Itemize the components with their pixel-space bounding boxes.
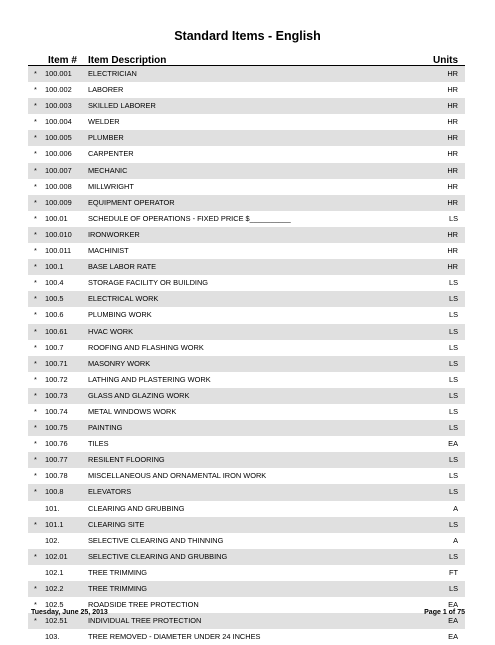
item-description: SCHEDULE OF OPERATIONS - FIXED PRICE $__________ bbox=[88, 213, 291, 223]
row-marker: * bbox=[34, 471, 37, 481]
table-row bbox=[28, 307, 465, 323]
item-description: METAL WINDOWS WORK bbox=[88, 406, 177, 416]
item-units: LS bbox=[448, 487, 458, 497]
table-row bbox=[28, 581, 465, 597]
item-number: 103. bbox=[45, 632, 60, 642]
table-row bbox=[28, 259, 465, 275]
table-row bbox=[28, 420, 465, 436]
item-units: HR bbox=[447, 117, 458, 127]
item-units: EA bbox=[448, 439, 458, 449]
item-description: RESILENT FLOORING bbox=[88, 455, 165, 465]
table-row bbox=[28, 243, 465, 259]
item-description: SKILLED LABORER bbox=[88, 101, 156, 111]
item-description: TREE REMOVED - DIAMETER UNDER 24 INCHES bbox=[88, 632, 261, 642]
item-description: TREE TRIMMING bbox=[88, 584, 147, 593]
row-marker: * bbox=[34, 197, 37, 207]
item-units: HR bbox=[447, 197, 458, 207]
item-units: EA bbox=[448, 616, 458, 626]
row-marker: * bbox=[34, 133, 37, 143]
item-units: FT bbox=[448, 567, 458, 577]
row-marker: * bbox=[34, 229, 37, 239]
item-description: ELECTRICAL WORK bbox=[88, 294, 159, 304]
item-number: 100.003 bbox=[45, 101, 72, 111]
item-number: 100.008 bbox=[45, 181, 72, 191]
table-row bbox=[28, 227, 465, 243]
footer-page-number: Page 1 of 75 bbox=[424, 609, 465, 616]
row-marker: * bbox=[34, 69, 37, 78]
item-number: 100.77 bbox=[45, 455, 68, 465]
item-number: 100.009 bbox=[45, 197, 72, 207]
table-row bbox=[28, 291, 465, 307]
item-units: LS bbox=[448, 310, 458, 320]
item-units: LS bbox=[448, 390, 458, 400]
item-units: LS bbox=[448, 326, 458, 336]
table-row bbox=[28, 82, 465, 98]
column-header-units: Units bbox=[433, 55, 458, 66]
item-description: CARPENTER bbox=[88, 149, 134, 159]
item-description: MILLWRIGHT bbox=[88, 181, 134, 191]
item-units: HR bbox=[447, 246, 458, 256]
table-row bbox=[28, 195, 465, 211]
item-number: 100.006 bbox=[45, 149, 72, 159]
item-number: 100.7 bbox=[45, 342, 64, 352]
item-units: LS bbox=[448, 455, 458, 465]
item-description: BASE LABOR RATE bbox=[88, 262, 157, 272]
item-description: MACHINIST bbox=[88, 246, 129, 256]
item-units: HR bbox=[447, 229, 458, 239]
item-units: LS bbox=[448, 406, 458, 416]
item-number: 100.001 bbox=[45, 69, 72, 78]
item-description: TREE TRIMMING bbox=[88, 567, 147, 577]
item-number: 101.1 bbox=[45, 519, 64, 529]
item-description: ELECTRICIAN bbox=[88, 69, 137, 78]
item-description: CLEARING AND GRUBBING bbox=[88, 503, 185, 513]
item-units: LS bbox=[448, 342, 458, 352]
item-units: A bbox=[453, 535, 458, 545]
table-row bbox=[28, 388, 465, 404]
item-number: 100.01 bbox=[45, 213, 68, 223]
item-units: LS bbox=[448, 374, 458, 384]
item-description: EQUIPMENT OPERATOR bbox=[88, 197, 175, 207]
row-marker: * bbox=[34, 519, 37, 529]
table-row bbox=[28, 404, 465, 420]
row-marker: * bbox=[34, 165, 37, 175]
item-number: 100.4 bbox=[45, 278, 64, 288]
row-marker: * bbox=[34, 358, 37, 368]
table-row bbox=[28, 517, 465, 533]
item-description: GLASS AND GLAZING WORK bbox=[88, 390, 190, 400]
item-number: 101. bbox=[45, 503, 60, 513]
item-number: 100.73 bbox=[45, 390, 68, 400]
table-row bbox=[28, 484, 465, 500]
row-marker: * bbox=[34, 374, 37, 384]
table-row bbox=[28, 66, 465, 82]
item-number: 100.78 bbox=[45, 471, 68, 481]
item-units: LS bbox=[448, 584, 458, 593]
item-units: HR bbox=[447, 133, 458, 143]
item-number: 100.5 bbox=[45, 294, 64, 304]
item-number: 102.51 bbox=[45, 616, 68, 626]
table-row bbox=[28, 340, 465, 356]
item-units: LS bbox=[448, 471, 458, 481]
item-number: 102.5 bbox=[45, 600, 64, 610]
row-marker: * bbox=[34, 584, 37, 593]
item-units: HR bbox=[447, 85, 458, 95]
table-row bbox=[28, 146, 465, 162]
item-number: 100.007 bbox=[45, 165, 72, 175]
item-number: 102. bbox=[45, 535, 60, 545]
item-units: HR bbox=[447, 101, 458, 111]
row-marker: * bbox=[34, 390, 37, 400]
item-number: 100.002 bbox=[45, 85, 72, 95]
row-marker: * bbox=[34, 616, 37, 626]
table-row bbox=[28, 549, 465, 565]
item-units: LS bbox=[448, 423, 458, 433]
row-marker: * bbox=[34, 455, 37, 465]
item-description: LATHING AND PLASTERING WORK bbox=[88, 374, 211, 384]
item-units: LS bbox=[448, 213, 458, 223]
item-units: LS bbox=[448, 358, 458, 368]
item-description: SELECTIVE CLEARING AND THINNING bbox=[88, 535, 224, 545]
column-header-item-number: Item # bbox=[48, 55, 77, 66]
item-number: 100.8 bbox=[45, 487, 64, 497]
item-description: HVAC WORK bbox=[88, 326, 134, 336]
row-marker: * bbox=[34, 278, 37, 288]
table-row bbox=[28, 468, 465, 484]
item-units: LS bbox=[448, 278, 458, 288]
item-description: ROADSIDE TREE PROTECTION bbox=[88, 600, 199, 610]
row-marker: * bbox=[34, 101, 37, 111]
item-units: HR bbox=[447, 69, 458, 78]
row-marker: * bbox=[34, 342, 37, 352]
item-description: LABORER bbox=[88, 85, 124, 95]
table-row bbox=[28, 98, 465, 114]
item-description: ROOFING AND FLASHING WORK bbox=[88, 342, 204, 352]
row-marker: * bbox=[34, 149, 37, 159]
item-description: INDIVIDUAL TREE PROTECTION bbox=[88, 616, 202, 626]
row-marker: * bbox=[34, 439, 37, 449]
item-number: 102.1 bbox=[45, 567, 64, 577]
footer-date: Tuesday, June 25, 2013 bbox=[31, 609, 108, 616]
table-row bbox=[28, 436, 465, 452]
item-units: LS bbox=[448, 551, 458, 561]
table-row bbox=[28, 114, 465, 130]
item-number: 100.74 bbox=[45, 406, 68, 416]
item-description: MECHANIC bbox=[88, 165, 128, 175]
item-number: 100.005 bbox=[45, 133, 72, 143]
item-number: 100.010 bbox=[45, 229, 72, 239]
item-number: 100.75 bbox=[45, 423, 68, 433]
item-units: EA bbox=[448, 632, 458, 642]
item-units: LS bbox=[448, 519, 458, 529]
table-row bbox=[28, 179, 465, 195]
item-description: PLUMBING WORK bbox=[88, 310, 152, 320]
item-number: 100.71 bbox=[45, 358, 68, 368]
item-description: CLEARING SITE bbox=[88, 519, 145, 529]
item-description: MISCELLANEOUS AND ORNAMENTAL IRON WORK bbox=[88, 471, 267, 481]
table-row bbox=[28, 565, 465, 581]
item-number: 100.6 bbox=[45, 310, 64, 320]
row-marker: * bbox=[34, 117, 37, 127]
item-description: WELDER bbox=[88, 117, 120, 127]
column-header-item-description: Item Description bbox=[88, 55, 167, 66]
table-row bbox=[28, 324, 465, 340]
row-marker: * bbox=[34, 551, 37, 561]
table-row bbox=[28, 163, 465, 179]
row-marker: * bbox=[34, 294, 37, 304]
item-units: HR bbox=[447, 181, 458, 191]
table-row bbox=[28, 533, 465, 549]
row-marker: * bbox=[34, 213, 37, 223]
row-marker: * bbox=[34, 326, 37, 336]
table-row bbox=[28, 452, 465, 468]
item-units: HR bbox=[447, 165, 458, 175]
table-row bbox=[28, 356, 465, 372]
item-units: HR bbox=[447, 149, 458, 159]
row-marker: * bbox=[34, 310, 37, 320]
page-title: Standard Items - English bbox=[174, 29, 321, 43]
row-marker: * bbox=[34, 181, 37, 191]
row-marker: * bbox=[34, 262, 37, 272]
item-units: EA bbox=[448, 600, 458, 610]
item-description: PAINTING bbox=[88, 423, 123, 433]
table-row bbox=[28, 130, 465, 146]
row-marker: * bbox=[34, 423, 37, 433]
item-units: HR bbox=[447, 262, 458, 272]
item-number: 100.004 bbox=[45, 117, 72, 127]
item-number: 100.76 bbox=[45, 439, 68, 449]
row-marker: * bbox=[34, 406, 37, 416]
item-number: 102.01 bbox=[45, 551, 68, 561]
item-number: 100.72 bbox=[45, 374, 68, 384]
item-description: STORAGE FACILITY OR BUILDING bbox=[88, 278, 209, 288]
item-description: PLUMBER bbox=[88, 133, 124, 143]
row-marker: * bbox=[34, 487, 37, 497]
table-row bbox=[28, 629, 465, 645]
item-description: SELECTIVE CLEARING AND GRUBBING bbox=[88, 551, 228, 561]
item-number: 100.61 bbox=[45, 326, 68, 336]
item-description: TILES bbox=[88, 439, 109, 449]
table-row bbox=[28, 372, 465, 388]
item-number: 100.011 bbox=[45, 246, 72, 256]
items-table bbox=[28, 66, 465, 645]
item-units: LS bbox=[448, 294, 458, 304]
item-number: 102.2 bbox=[45, 584, 64, 593]
table-row bbox=[28, 211, 465, 227]
row-marker: * bbox=[34, 85, 37, 95]
table-row bbox=[28, 501, 465, 517]
row-marker: * bbox=[34, 600, 37, 610]
item-description: MASONRY WORK bbox=[88, 358, 151, 368]
item-units: A bbox=[453, 503, 458, 513]
row-marker: * bbox=[34, 246, 37, 256]
table-row bbox=[28, 275, 465, 291]
item-number: 100.1 bbox=[45, 262, 64, 272]
item-description: IRONWORKER bbox=[88, 229, 140, 239]
item-description: ELEVATORS bbox=[88, 487, 132, 497]
